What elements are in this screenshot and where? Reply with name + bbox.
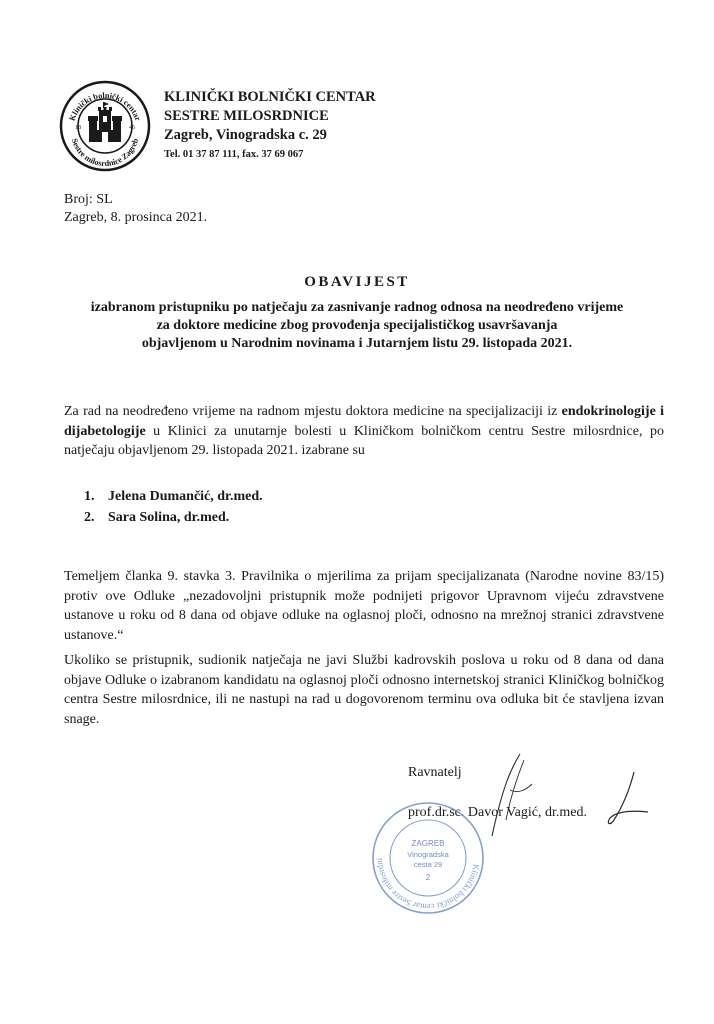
subtitle-line-2: za doktore medicine zbog provođenja specijalističkog usavršavanja [156, 318, 558, 333]
institution-address: Zagreb, Vinogradska c. 29 [164, 127, 327, 143]
handwritten-signature [480, 750, 540, 840]
document-title: OBAVIJEST [304, 274, 410, 290]
signer-name: prof.dr.sc. Davor Vagić, dr.med. [408, 805, 587, 820]
stamp-street: Vinogradska [407, 850, 449, 859]
official-stamp [370, 800, 486, 916]
list-item [84, 486, 263, 507]
selected-candidates-list [84, 486, 263, 528]
institution-name-line1: KLINIČKI BOLNIČKI CENTAR [164, 89, 376, 105]
subtitle-line-1: izabranom pristupniku po natječaju za zasnivanje radnog odnosa na neodređeno vrijeme [90, 300, 624, 315]
stamp-id: 2 [425, 873, 431, 882]
stamp-ring-text: Klinički bolnički centar Sestre milosrdni [373, 857, 482, 913]
list-item-number: 2. [84, 510, 95, 525]
paragraph-appeal: Temeljem članka 9. stavka 3. Pravilnika o mjerilima za prijam specijalizanata (Narodne novine 83/15) protiv ove Odluke „nezadovoljni pristupnik može podnijeti prigovor Upravnom vijeću zdravstvene ustanove u roku od 8 dana od objave odluke na oglasnoj ploči, odnosno na mrežnoj stranici zdravstvene ustanove.“ [64, 569, 664, 643]
logo-text-top: Klinički bolnički centar [67, 90, 143, 123]
hospital-logo-seal [59, 80, 151, 172]
stamp-number: cesta 29 [413, 860, 443, 869]
list-item [84, 507, 263, 528]
institution-contact: Tel. 01 37 87 111, fax. 37 69 067 [164, 149, 304, 160]
specialization-name: endokrinologije i dijabetologije [64, 404, 664, 439]
handwritten-initials [600, 770, 652, 830]
logo-year-right: 46 [129, 125, 135, 131]
list-item-number: 1. [84, 489, 95, 504]
candidate-name: Jelena Dumančić, dr.med. [108, 489, 263, 504]
logo-text-bottom: Sestre milosrdnice Zagreb [69, 137, 141, 169]
document-number: Broj: SL [64, 192, 113, 207]
subtitle-line-3: objavljenom u Narodnim novinama i Jutarnjem listu 29. listopada 2021. [141, 336, 573, 351]
candidate-name: Sara Solina, dr.med. [108, 510, 230, 525]
paragraph-conditions: Ukoliko se pristupnik, sudionik natječaja ne javi Službi kadrovskih poslova u roku od 8 dana od dana objave Odluke o izabranom kandidatu na oglasnoj ploči odnosno internetskoj stranici Kliničkog bolničkog centra Sestre milosrdnice, ili ne nastupi na rad u dogovorenom terminu ova odluka bit će stavljena izvan snage. [64, 653, 664, 727]
signature-role: Ravnatelj [408, 765, 462, 780]
paragraph-selection-part1: Za rad na neodređeno vrijeme na radnom mjestu doktora medicine na specijalizaciji iz [64, 404, 562, 419]
paragraph-selection-part2: u Klinici za unutarnje bolesti u Kliničkom bolničkom centru Sestre milosrdnice, po natječaju objavljenom 29. listopada 2021. izabrane su [64, 423, 664, 458]
institution-name-line2: SESTRE MILOSRDNICE [164, 108, 329, 124]
stamp-city: ZAGREB [411, 839, 445, 848]
document-date: Zagreb, 8. prosinca 2021. [64, 210, 208, 225]
logo-year-left: 18 [75, 125, 81, 131]
paragraph-selection [64, 402, 664, 461]
